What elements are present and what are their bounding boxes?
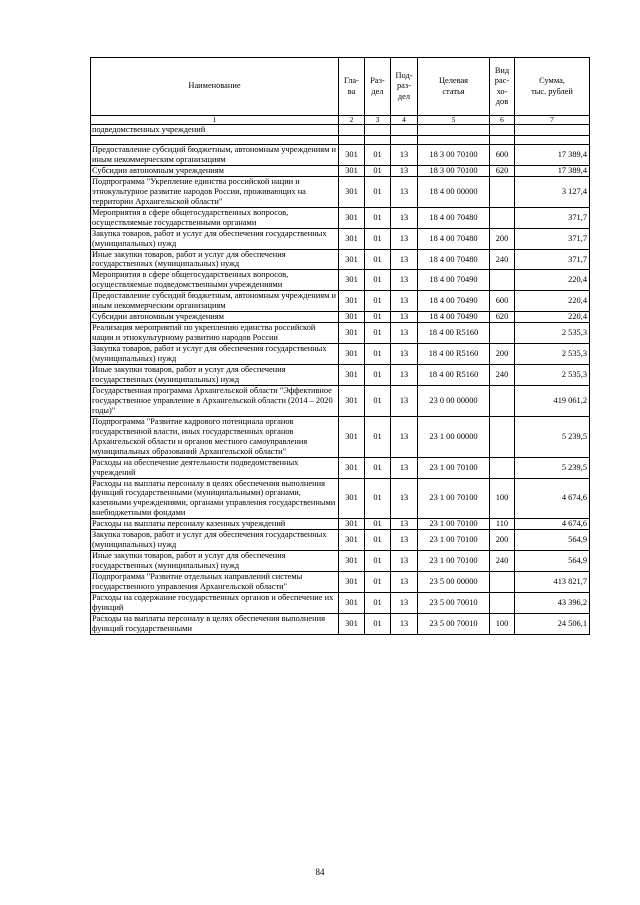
row-subsection-cell: 13 [391,291,418,312]
row-section-cell: 01 [365,323,391,344]
row-chapter-cell: 301 [339,613,365,634]
row-target-cell: 18 4 00 70490 [418,291,490,312]
row-target-cell: 18 4 00 R5160 [418,323,490,344]
row-name-cell: Мероприятия в сфере общегосударственных вопросов, осуществляемые подведомственными учреждениями [91,270,339,291]
spacer-row [91,136,590,145]
table-row [91,270,590,291]
row-section-cell: 01 [365,291,391,312]
row-target-cell: 23 5 00 00000 [418,572,490,593]
row-subsection-cell: 13 [391,592,418,613]
column-number: 4 [391,116,418,125]
row-subsection-cell: 13 [391,385,418,416]
row-target-cell: 18 4 00 00000 [418,176,490,207]
row-amount-cell: 3 127,4 [515,176,590,207]
row-expense-type-cell: 240 [490,365,515,386]
row-section-cell: 01 [365,249,391,270]
row-name-cell: Расходы на обеспечение деятельности подведомственных учреждений [91,457,339,478]
row-section-cell: 01 [365,365,391,386]
row-expense-type-cell: 240 [490,249,515,270]
row-target-cell: 23 5 00 70010 [418,613,490,634]
row-subsection-cell: 13 [391,207,418,228]
row-target-cell: 18 4 00 70480 [418,249,490,270]
row-amount-cell: 220,4 [515,312,590,323]
row-target-cell: 18 4 00 70490 [418,312,490,323]
row-target-cell: 18 4 00 70480 [418,207,490,228]
page-number: 84 [315,867,325,877]
row-name-cell: Расходы на содержание государственных органов и обеспечение их функций [91,592,339,613]
row-chapter-cell: 301 [339,291,365,312]
row-chapter-cell: 301 [339,416,365,457]
row-target-cell: 23 1 00 70100 [418,519,490,530]
table-row [91,365,590,386]
row-subsection-cell: 13 [391,270,418,291]
column-number: 5 [418,116,490,125]
table-row [91,592,590,613]
row-chapter-cell: 301 [339,249,365,270]
row-amount-cell: 564,9 [515,551,590,572]
row-amount-cell: 43 396,2 [515,592,590,613]
row-name-cell: Субсидии автономным учреждениям [91,312,339,323]
row-chapter-cell: 301 [339,176,365,207]
row-section-cell: 01 [365,519,391,530]
table-row [91,249,590,270]
row-name-cell: Предоставление субсидий бюджетным, автономным учреждениям и иным некоммерческим организациям [91,145,339,166]
row-section-cell: 01 [365,457,391,478]
header-amount: Сумма, тыс. рублей [515,58,590,116]
row-section-cell: 01 [365,312,391,323]
row-expense-type-cell: 200 [490,228,515,249]
row-amount-cell: 371,7 [515,207,590,228]
column-number: 3 [365,116,391,125]
row-subsection-cell: 13 [391,478,418,519]
header-section: Раз- дел [365,58,391,116]
row-subsection-cell: 13 [391,613,418,634]
row-subsection-cell: 13 [391,323,418,344]
row-subsection-cell: 13 [391,457,418,478]
row-section-cell: 01 [365,344,391,365]
row-expense-type-cell: 200 [490,530,515,551]
row-target-cell: 23 1 00 70100 [418,478,490,519]
column-number: 2 [339,116,365,125]
table-row [91,207,590,228]
row-section-cell: 01 [365,165,391,176]
table-row [91,312,590,323]
row-chapter-cell: 301 [339,592,365,613]
row-chapter-cell: 301 [339,385,365,416]
row-chapter-cell: 301 [339,228,365,249]
row-subsection-cell: 13 [391,228,418,249]
row-expense-type-cell [490,457,515,478]
row-chapter-cell: 301 [339,530,365,551]
row-target-cell: 18 4 00 70480 [418,228,490,249]
row-expense-type-cell: 200 [490,344,515,365]
row-name-cell: Расходы на выплаты персоналу в целях обеспечения выполнения функций государственными [91,613,339,634]
budget-table [90,57,590,635]
column-number: 7 [515,116,590,125]
row-expense-type-cell: 620 [490,312,515,323]
row-name-cell: Иные закупки товаров, работ и услуг для обеспечения государственных (муниципальных) нужд [91,365,339,386]
row-expense-type-cell: 100 [490,478,515,519]
row-amount-cell: 5 239,5 [515,457,590,478]
table-row [91,519,590,530]
header-subsection: Под- раз- дел [391,58,418,116]
row-amount-cell: 419 061,2 [515,385,590,416]
table-row [91,385,590,416]
row-target-cell: 18 4 00 R5160 [418,344,490,365]
row-amount-cell: 220,4 [515,270,590,291]
row-name-cell: Закупка товаров, работ и услуг для обеспечения государственных (муниципальных) нужд [91,530,339,551]
row-expense-type-cell: 240 [490,551,515,572]
row-expense-type-cell: 620 [490,165,515,176]
row-chapter-cell: 301 [339,478,365,519]
row-subsection-cell: 13 [391,249,418,270]
row-amount-cell: 4 674,6 [515,519,590,530]
table-row [91,551,590,572]
table-row [91,176,590,207]
row-expense-type-cell [490,572,515,593]
row-target-cell: 18 3 00 70100 [418,145,490,166]
row-chapter-cell: 301 [339,572,365,593]
table-row [91,457,590,478]
row-expense-type-cell [490,416,515,457]
row-name-cell: Реализация мероприятий по укреплению единства российской нации и этнокультурному развитию народов России [91,323,339,344]
table-row [91,416,590,457]
row-subsection-cell: 13 [391,312,418,323]
row-subsection-cell: 13 [391,416,418,457]
row-section-cell: 01 [365,176,391,207]
row-section-cell: 01 [365,613,391,634]
row-section-cell: 01 [365,207,391,228]
row-subsection-cell: 13 [391,344,418,365]
row-expense-type-cell: 100 [490,613,515,634]
continuation-row [91,125,590,136]
row-subsection-cell: 13 [391,365,418,386]
row-amount-cell: 2 535,3 [515,365,590,386]
row-name-cell: Иные закупки товаров, работ и услуг для обеспечения государственных (муниципальных) нужд [91,551,339,572]
row-amount-cell: 5 239,5 [515,416,590,457]
row-target-cell: 23 1 00 70100 [418,457,490,478]
row-target-cell: 23 0 00 00000 [418,385,490,416]
row-amount-cell: 371,7 [515,249,590,270]
row-section-cell: 01 [365,145,391,166]
row-subsection-cell: 13 [391,551,418,572]
row-chapter-cell: 301 [339,365,365,386]
header-chapter: Гла- ва [339,58,365,116]
row-name-cell: Субсидии автономным учреждениям [91,165,339,176]
table-row [91,145,590,166]
row-expense-type-cell: 110 [490,519,515,530]
table-row [91,572,590,593]
table-row [91,478,590,519]
row-expense-type-cell [490,592,515,613]
row-subsection-cell: 13 [391,165,418,176]
row-chapter-cell: 301 [339,312,365,323]
table-row [91,291,590,312]
row-subsection-cell: 13 [391,530,418,551]
row-name-cell: Закупка товаров, работ и услуг для обеспечения государственных (муниципальных) нужд [91,344,339,365]
row-name-cell: Расходы на выплаты персоналу в целях обеспечения выполнения функций государственными (муниципальными) органами, казенными учреждениями, органами управления государственными внебюджетными фондами [91,478,339,519]
row-subsection-cell: 13 [391,572,418,593]
row-amount-cell: 17 389,4 [515,145,590,166]
row-section-cell: 01 [365,270,391,291]
header-target-article: Целевая статья [418,58,490,116]
row-amount-cell: 220,4 [515,291,590,312]
row-section-cell: 01 [365,551,391,572]
row-expense-type-cell [490,323,515,344]
row-chapter-cell: 301 [339,165,365,176]
row-name-cell: Подпрограмма "Развитие отдельных направлений системы государственного управления Архангельской области" [91,572,339,593]
table-header-row [91,58,590,116]
continuation-text: подведомственных учреждений [91,125,339,136]
row-amount-cell: 2 535,3 [515,344,590,365]
row-section-cell: 01 [365,572,391,593]
table-row [91,613,590,634]
row-expense-type-cell [490,385,515,416]
row-name-cell: Подпрограмма "Развитие кадрового потенциала органов государственной власти, иных государственных органов Архангельской области и органов местного самоуправления муниципальных образований Архангельской области" [91,416,339,457]
row-chapter-cell: 301 [339,145,365,166]
row-target-cell: 23 5 00 70010 [418,592,490,613]
row-expense-type-cell [490,207,515,228]
row-expense-type-cell: 600 [490,145,515,166]
row-section-cell: 01 [365,530,391,551]
row-section-cell: 01 [365,228,391,249]
row-section-cell: 01 [365,478,391,519]
row-chapter-cell: 301 [339,323,365,344]
row-chapter-cell: 301 [339,519,365,530]
row-amount-cell: 371,7 [515,228,590,249]
row-subsection-cell: 13 [391,176,418,207]
row-expense-type-cell [490,176,515,207]
table-row [91,530,590,551]
row-amount-cell: 564,9 [515,530,590,551]
row-chapter-cell: 301 [339,551,365,572]
row-name-cell: Государственная программа Архангельской области "Эффективное государственное управление в Архангельской области (2014 – 2020 годы)" [91,385,339,416]
table-row [91,165,590,176]
row-expense-type-cell [490,270,515,291]
row-target-cell: 18 3 00 70100 [418,165,490,176]
row-subsection-cell: 13 [391,519,418,530]
row-amount-cell: 24 506,1 [515,613,590,634]
column-number: 1 [91,116,339,125]
budget-page [90,57,589,635]
row-chapter-cell: 301 [339,207,365,228]
row-name-cell: Мероприятия в сфере общегосударственных вопросов, осуществляемые государственными органами [91,207,339,228]
row-name-cell: Закупка товаров, работ и услуг для обеспечения государственных (муниципальных) нужд [91,228,339,249]
row-amount-cell: 17 389,4 [515,165,590,176]
row-chapter-cell: 301 [339,457,365,478]
row-name-cell: Подпрограмма "Укрепление единства российской нации и этнокультурное развитие народов России, проживающих на территории Архангельской области" [91,176,339,207]
header-name: Наименование [91,58,339,116]
row-chapter-cell: 301 [339,344,365,365]
row-name-cell: Расходы на выплаты персоналу казенных учреждений [91,519,339,530]
row-amount-cell: 2 535,3 [515,323,590,344]
table-row [91,228,590,249]
row-target-cell: 23 1 00 70100 [418,551,490,572]
column-number: 6 [490,116,515,125]
header-expense-type: Вид рас- хо- дов [490,58,515,116]
row-expense-type-cell: 600 [490,291,515,312]
table-row [91,344,590,365]
row-name-cell: Предоставление субсидий бюджетным, автономным учреждениям и иным некоммерческим организациям [91,291,339,312]
row-subsection-cell: 13 [391,145,418,166]
table-row [91,323,590,344]
row-target-cell: 18 4 00 70490 [418,270,490,291]
row-chapter-cell: 301 [339,270,365,291]
row-target-cell: 18 4 00 R5160 [418,365,490,386]
row-section-cell: 01 [365,385,391,416]
row-section-cell: 01 [365,592,391,613]
row-name-cell: Иные закупки товаров, работ и услуг для обеспечения государственных (муниципальных) нужд [91,249,339,270]
row-target-cell: 23 1 00 00000 [418,416,490,457]
column-number-row [91,116,590,125]
row-target-cell: 23 1 00 70100 [418,530,490,551]
row-amount-cell: 413 821,7 [515,572,590,593]
row-section-cell: 01 [365,416,391,457]
row-amount-cell: 4 674,6 [515,478,590,519]
